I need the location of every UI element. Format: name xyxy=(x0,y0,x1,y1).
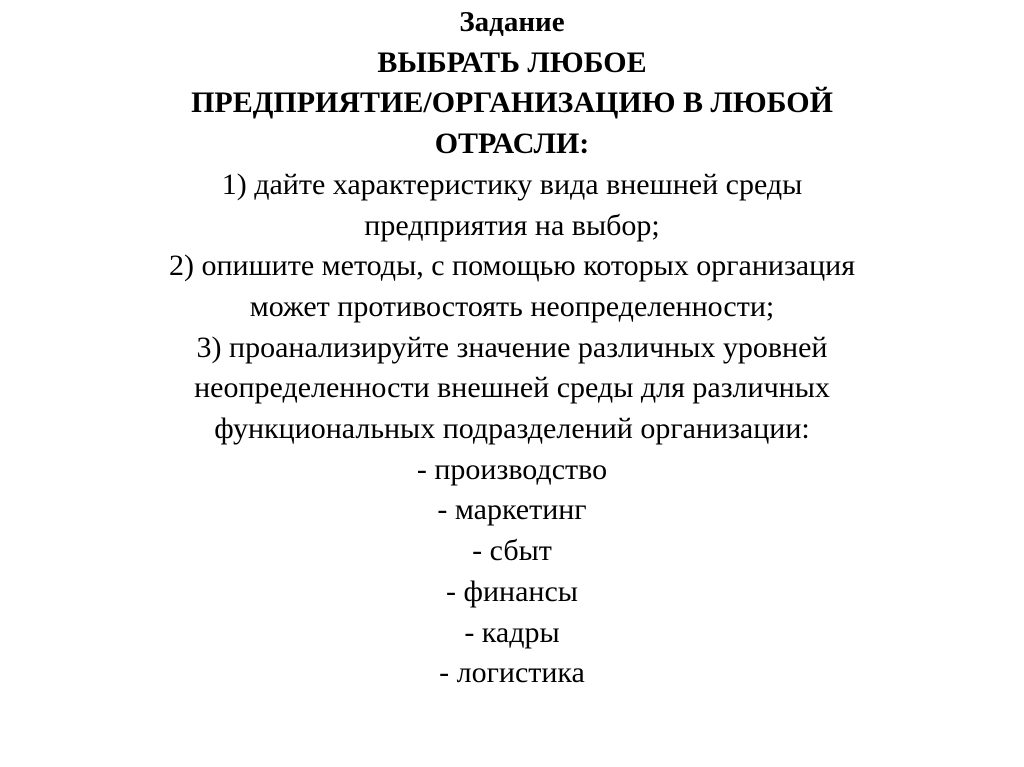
list-item: - производство xyxy=(416,452,608,486)
task-line: предприятия на выбор; xyxy=(364,208,660,242)
heading-line: ВЫБРАТЬ ЛЮБОЕ xyxy=(377,45,647,79)
department-list xyxy=(0,450,1024,694)
list-item: - финансы xyxy=(446,574,578,608)
slide-title: Задание xyxy=(459,6,565,38)
list-item: - кадры xyxy=(464,615,560,649)
list-item: - маркетинг xyxy=(437,493,587,527)
assignment-heading xyxy=(0,43,1024,165)
heading-line: ОТРАСЛИ: xyxy=(434,127,590,161)
heading-line: ПРЕДПРИЯТИЕ/ОРГАНИЗАЦИЮ В ЛЮБОЙ xyxy=(191,86,833,120)
task-line: функциональных подразделений организации: xyxy=(214,412,810,446)
task-line: 1) дайте характеристику вида внешней среды xyxy=(221,167,803,201)
task-description xyxy=(0,165,1024,450)
task-line: может противостоять неопределенности; xyxy=(249,289,775,323)
task-line: 3) проанализируйте значение различных уровней xyxy=(196,330,828,364)
task-line: неопределенности внешней среды для различных xyxy=(194,371,830,405)
list-item: - сбыт xyxy=(472,534,552,568)
task-line: 2) опишите методы, с помощью которых организация xyxy=(168,249,856,283)
list-item: - логистика xyxy=(439,656,585,690)
